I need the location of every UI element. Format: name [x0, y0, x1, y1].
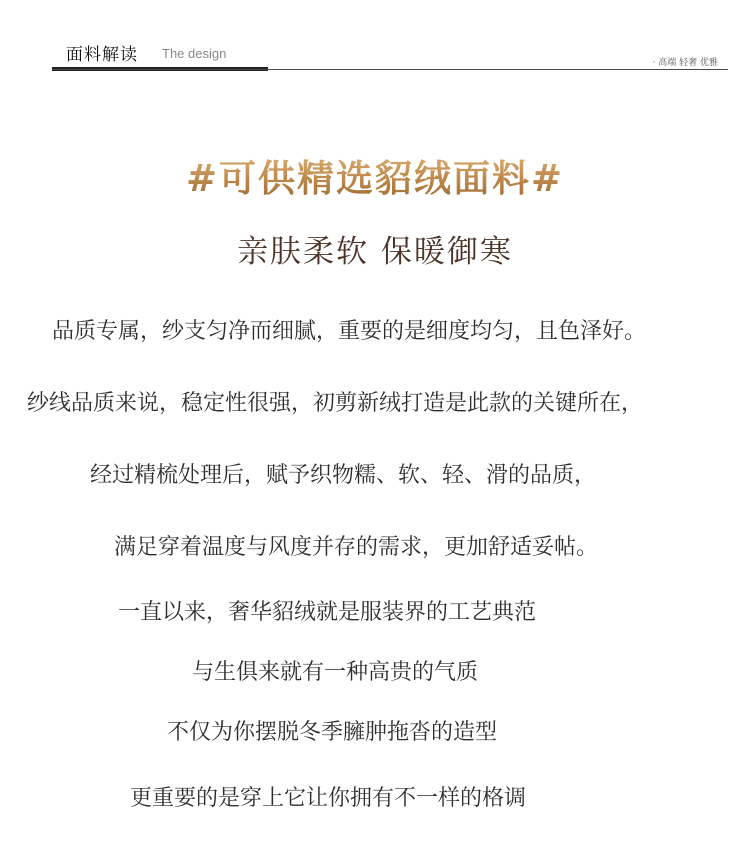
main-subtitle: 亲肤柔软 保暖御寒 [237, 234, 513, 270]
paragraph-line: 纱线品质来说，稳定性很强，初剪新绒打造是此款的关键所在， [27, 391, 644, 416]
paragraph-line: 经过精梳处理后，赋予织物糯、软、轻、滑的品质， [90, 463, 597, 488]
header-divider [52, 69, 728, 70]
section-subtitle: The design [162, 46, 227, 61]
paragraph-line: 一直以来，奢华貂绒就是服装界的工艺典范 [118, 600, 537, 625]
section-title: 面料解读 [66, 45, 138, 65]
section-header [0, 0, 750, 72]
paragraph-line: 更重要的是穿上它让你拥有不一样的格调 [130, 786, 527, 811]
paragraph-line: 与生俱来就有一种高贵的气质 [192, 660, 479, 685]
main-title: #可供精选貂绒面料# [0, 148, 750, 202]
paragraph-line: 品质专属，纱支匀净而细腻，重要的是细度均匀，且色泽好。 [52, 319, 647, 344]
paragraph-line: 满足穿着温度与风度并存的需求，更加舒适妥帖。 [114, 535, 599, 560]
header-tagline: · 高端 轻奢 优雅 [652, 58, 718, 68]
paragraph-line: 不仅为你摆脱冬季臃肿拖沓的造型 [167, 720, 498, 745]
